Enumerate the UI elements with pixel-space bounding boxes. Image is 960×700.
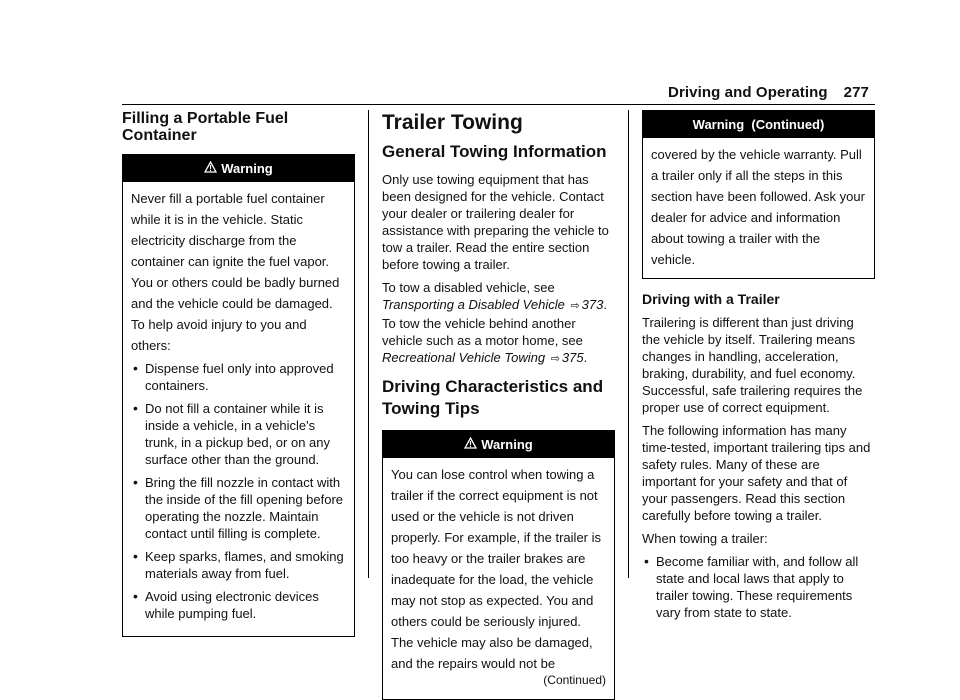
- paragraph: When towing a trailer:: [642, 531, 768, 546]
- paragraph: Trailering is different than just driving the vehicle by itself. Trailering means changes in handling, acceleration, braking, durability, and fuel economy. Successful, safe trailering requires the proper use of correct equipment.: [642, 315, 863, 415]
- warning-triangle-icon: [204, 160, 217, 177]
- subsection-title-driving-with-trailer: Driving with a Trailer: [642, 291, 780, 307]
- paragraph: The following information has many time-tested, important trailering tips and safety rules. Many of these are important for your safety and that of your passengers. Read this section carefully before towing a trailer.: [642, 423, 871, 523]
- column-1: [122, 110, 355, 637]
- paragraph-with-references: [382, 279, 615, 368]
- text: .: [583, 350, 588, 365]
- warning-intro: Never fill a portable fuel container while it is in the vehicle. Static electricity discharge from the container can ignite the fuel vapor. You or others could be badly burned and the vehicle could be damaged. To help avoid injury to you and others:: [131, 191, 340, 353]
- column-3: [642, 110, 875, 627]
- page-reference[interactable]: 375: [561, 350, 584, 365]
- paragraph: Only use towing equipment that has been designed for the vehicle. Contact your dealer or trailering dealer for assistance with preparing the vehicle to tow a trailer. Read the entire section before towing a trailer.: [382, 172, 609, 272]
- warning-text: You can lose control when towing a trailer if the correct equipment is not used or the vehicle is not driven properly. For example, if the trailer is too heavy or the trailer brakes are inadequate for the load, the vehicle may not stop as expected. You and others could be seriously injured. The vehicle may also be damaged, and the repairs would not be: [391, 467, 601, 671]
- warning-label: Warning (Continued): [692, 117, 825, 132]
- warning-body: [643, 138, 874, 278]
- warning-label: Warning: [221, 161, 273, 176]
- list-item: • Do not fill a container while it is inside a vehicle, in a vehicle's trunk, in a pickup bed, or on any surface other than the ground.: [131, 400, 346, 468]
- header-rule: [122, 104, 875, 105]
- page-reference-icon: ⇨: [570, 300, 580, 312]
- list-item: • Avoid using electronic devices while pumping fuel.: [131, 588, 346, 622]
- section-title-trailer-towing: Trailer Towing: [382, 111, 523, 134]
- warning-triangle-icon: [464, 436, 477, 453]
- section-title-fuel-container: Filling a Portable Fuel Container: [122, 110, 289, 144]
- continued-label: (Continued): [543, 673, 606, 687]
- column-2: [382, 110, 615, 700]
- page-reference-icon: ⇨: [550, 353, 560, 365]
- warning-body: [383, 458, 614, 699]
- warning-body: [123, 182, 354, 636]
- page-number: 277: [843, 84, 869, 101]
- subsection-title-driving-characteristics: Driving Characteristics and Towing Tips: [382, 377, 604, 418]
- cross-reference-link[interactable]: Transporting a Disabled Vehicle: [382, 297, 565, 312]
- running-head: [668, 84, 869, 101]
- warning-header: [383, 431, 614, 458]
- warning-text: covered by the vehicle warranty. Pull a trailer only if all the steps in this section have been followed. Ask your dealer for advice and information about towing a trailer with the vehicle.: [651, 147, 865, 267]
- column-divider-1: [368, 110, 369, 578]
- warning-header: [643, 111, 874, 138]
- warning-box-towing: [382, 430, 615, 700]
- list-item: • Keep sparks, flames, and smoking materials away from fuel.: [131, 548, 346, 582]
- warning-box-continued: [642, 110, 875, 279]
- bullet-list: [642, 553, 875, 621]
- cross-reference-link[interactable]: Recreational Vehicle Towing: [382, 350, 546, 365]
- text: To tow a disabled vehicle, see: [382, 280, 555, 295]
- running-head-section: Driving and Operating: [668, 84, 828, 101]
- list-item: • Become familiar with, and follow all state and local laws that apply to trailer towing. These requirements vary from state to state.: [642, 553, 875, 621]
- subsection-title-general-towing: General Towing Information: [382, 142, 607, 161]
- warning-label: Warning: [481, 437, 533, 452]
- page-reference[interactable]: 373: [581, 297, 604, 312]
- text: . To tow the vehicle behind another vehicle such as a motor home, see: [382, 297, 607, 348]
- list-item: • Bring the fill nozzle in contact with the inside of the fill opening before operating the nozzle. Maintain contact until filling is complete.: [131, 474, 346, 542]
- warning-bullet-list: [131, 360, 346, 622]
- warning-box-fuel: [122, 154, 355, 637]
- column-divider-2: [628, 110, 629, 578]
- list-item: • Dispense fuel only into approved containers.: [131, 360, 346, 394]
- warning-header: [123, 155, 354, 182]
